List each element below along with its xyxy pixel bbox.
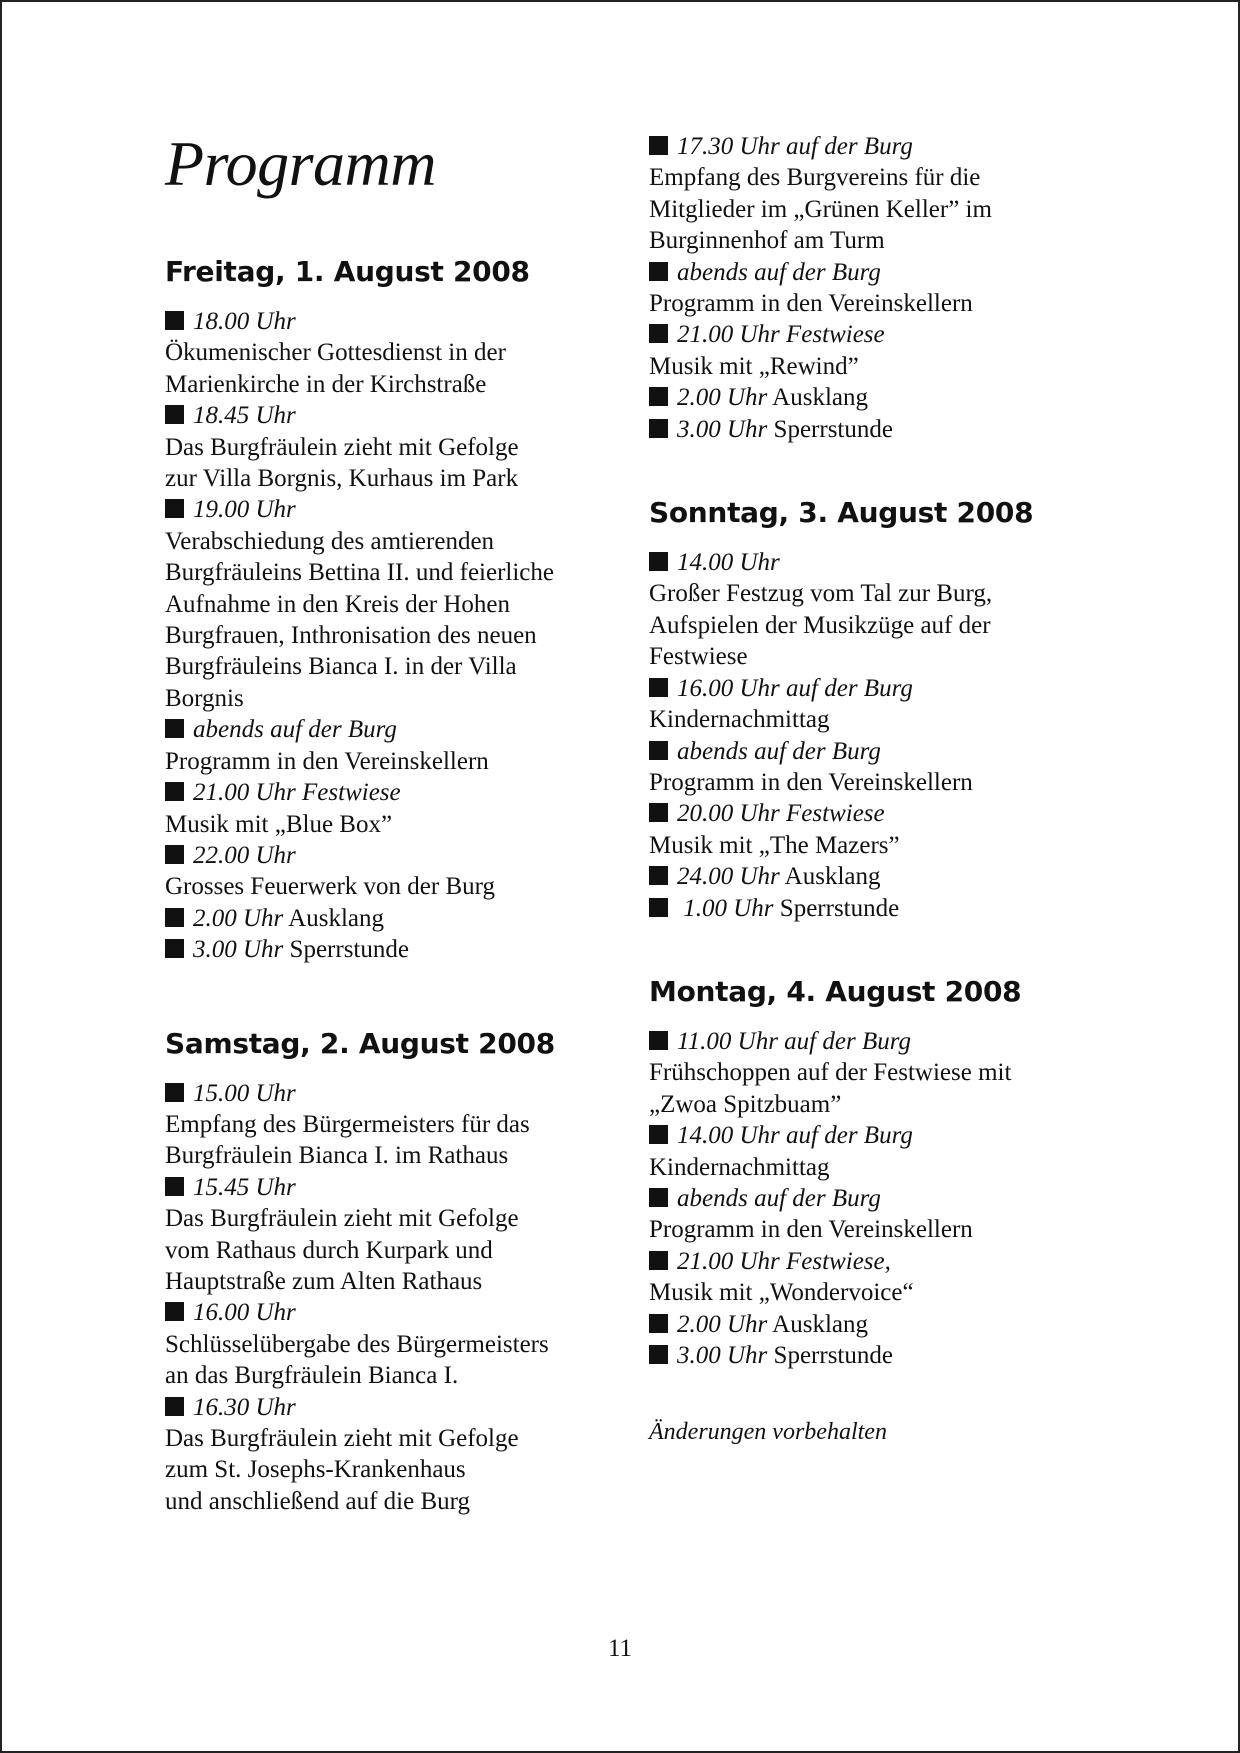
program-event [649, 673, 1089, 736]
event-description-line: Großer Festzug vom Tal zur Burg, [649, 580, 993, 608]
event-time-line [649, 1246, 1089, 1277]
event-label: Ausklang [288, 904, 384, 932]
event-time-line [165, 1078, 605, 1109]
day-heading: Montag, 4. August 2008 [649, 974, 1022, 1008]
event-description-line: Festwiese [649, 643, 748, 671]
bullet-square-icon [649, 866, 668, 885]
bullet-square-icon [165, 908, 184, 927]
event-time: 21.00 Uhr Festwiese [677, 321, 885, 349]
event-time: 15.45 Uhr [193, 1173, 296, 1201]
bullet-square-icon [649, 1031, 668, 1050]
bullet-square-icon [649, 552, 668, 571]
bullet-square-icon [165, 845, 184, 864]
bullet-square-icon [649, 1125, 668, 1144]
event-time: 14.00 Uhr [677, 549, 780, 577]
program-event [165, 1392, 605, 1518]
program-event [649, 1183, 1089, 1246]
event-description-line: Burgfräuleins Bianca I. in der Villa [165, 653, 517, 681]
event-description-line: Musik mit „The Mazers” [649, 831, 900, 859]
event-time: 24.00 Uhr [677, 863, 780, 891]
bullet-square-icon [165, 499, 184, 518]
event-time: 17.30 Uhr auf der Burg [677, 133, 913, 160]
page-title: Programm [165, 128, 436, 199]
event-time-line [165, 494, 605, 525]
program-event [165, 306, 605, 400]
bullet-square-icon [649, 1251, 668, 1270]
event-time-line [649, 1309, 1089, 1340]
bullet-square-icon [649, 803, 668, 822]
bullet-square-icon [649, 898, 668, 917]
event-time-line [165, 1172, 605, 1203]
event-description-line: Frühschoppen auf der Festwiese mit [649, 1059, 1012, 1087]
event-description-line: Schlüsselübergabe des Bürgermeisters [165, 1330, 549, 1358]
event-description-line: Hauptstraße zum Alten Rathaus [165, 1267, 483, 1295]
event-description-line: Kindernachmittag [649, 1153, 830, 1181]
event-time: 1.00 Uhr [677, 894, 774, 922]
event-time-line [649, 1026, 1089, 1057]
bullet-square-icon [165, 1083, 184, 1102]
event-time: 11.00 Uhr auf der Burg [677, 1027, 912, 1055]
event-description-line: Verabschiedung des amtierenden [165, 527, 495, 555]
event-time-line [165, 1392, 605, 1423]
event-description-line: Musik mit „Rewind” [649, 352, 859, 380]
event-description-line: Programm in den Vereinskellern [649, 1216, 973, 1244]
event-time-line [649, 319, 1089, 350]
event-description-line: Empfang des Burgvereins für die [649, 164, 981, 192]
event-description-line: Programm in den Vereinskellern [649, 768, 973, 796]
program-event [649, 1246, 1089, 1309]
bullet-square-icon [165, 719, 184, 738]
event-time: 21.00 Uhr Festwiese [193, 779, 401, 807]
event-time-line [649, 257, 1089, 288]
program-event [649, 1120, 1089, 1183]
event-description-line: Programm in den Vereinskellern [649, 290, 973, 318]
event-label: Sperrstunde [289, 936, 409, 964]
bullet-square-icon [649, 1314, 668, 1333]
event-label: Ausklang [772, 1310, 868, 1338]
program-event [165, 400, 605, 494]
event-time-line [165, 840, 605, 871]
page-number: 11 [607, 1635, 633, 1662]
program-event [649, 382, 1089, 413]
event-time: 22.00 Uhr [193, 841, 296, 869]
program-event [649, 1340, 1089, 1371]
event-description-line: Aufspielen der Musikzüge auf der [649, 611, 991, 639]
event-description-line: Empfang des Bürgermeisters für das [165, 1110, 530, 1138]
day-section [649, 491, 1089, 924]
event-time: 21.00 Uhr Festwiese, [677, 1247, 891, 1275]
event-time: abends auf der Burg [677, 258, 881, 286]
event-description-line: Programm in den Vereinskellern [165, 747, 489, 775]
event-time-line [649, 1183, 1089, 1214]
event-description-line: Ökumenischer Gottesdienst in der [165, 339, 506, 367]
event-time-line [165, 306, 605, 337]
event-time-line [649, 861, 1089, 892]
program-event [649, 1309, 1089, 1340]
event-time: 3.00 Uhr [677, 415, 768, 443]
event-time-line [165, 903, 605, 934]
day-heading: Freitag, 1. August 2008 [165, 255, 530, 288]
bullet-square-icon [165, 1302, 184, 1321]
event-description-line: vom Rathaus durch Kurpark und [165, 1236, 493, 1264]
event-time: 16.30 Uhr [193, 1393, 296, 1421]
bullet-square-icon [649, 262, 668, 281]
event-label: Ausklang [772, 384, 868, 412]
event-description-line: Musik mit „Wondervoice“ [649, 1279, 914, 1307]
bullet-square-icon [165, 1397, 184, 1416]
event-description-line: und anschließend auf die Burg [165, 1487, 471, 1515]
bullet-square-icon [165, 939, 184, 958]
program-event [649, 257, 1089, 320]
program-event [165, 1078, 605, 1172]
bullet-square-icon [649, 387, 668, 406]
event-label: Sperrstunde [779, 894, 900, 922]
bullet-square-icon [649, 324, 668, 343]
event-time: abends auf der Burg [193, 716, 397, 744]
program-event [165, 840, 605, 903]
event-description-line: Das Burgfräulein zieht mit Gefolge [165, 433, 519, 461]
program-event [165, 1297, 605, 1391]
event-time: 3.00 Uhr [677, 1342, 768, 1369]
program-event [649, 1026, 1089, 1120]
event-time-line [649, 893, 1089, 924]
event-label: Ausklang [784, 863, 881, 891]
event-time: abends auf der Burg [677, 737, 881, 765]
event-description-line: Das Burgfräulein zieht mit Gefolge [165, 1205, 519, 1233]
day-heading: Samstag, 2. August 2008 [165, 1026, 555, 1060]
program-event [649, 736, 1089, 799]
event-time: 2.00 Uhr [193, 904, 284, 932]
bullet-square-icon [165, 1177, 184, 1196]
program-event [649, 547, 1089, 673]
event-description-line: Das Burgfräulein zieht mit Gefolge [165, 1425, 519, 1452]
bullet-square-icon [649, 741, 668, 760]
event-time-line [649, 547, 1089, 578]
event-time: 2.00 Uhr [677, 384, 768, 412]
event-time-line [165, 1297, 605, 1328]
event-time: 14.00 Uhr auf der Burg [677, 1122, 913, 1150]
left-column [165, 250, 605, 1563]
event-time-line [165, 934, 605, 965]
event-time-line [649, 1340, 1089, 1371]
day-section [165, 1022, 605, 1518]
bullet-square-icon [649, 1345, 668, 1364]
changes-note: Änderungen vorbehalten [649, 1419, 887, 1446]
event-time-line [649, 798, 1089, 829]
event-description-line: Aufnahme in den Kreis der Hohen [165, 590, 511, 618]
event-description-line: Marienkirche in der Kirchstraße [165, 370, 487, 398]
event-label: Sperrstunde [773, 1342, 893, 1369]
event-time-line [649, 1120, 1089, 1151]
bullet-square-icon [649, 678, 668, 697]
bullet-square-icon [649, 419, 668, 438]
event-time: 18.00 Uhr [193, 308, 296, 335]
event-time: 3.00 Uhr [193, 936, 284, 964]
right-column [649, 131, 1089, 1448]
day-section [165, 250, 605, 966]
event-time-line [649, 673, 1089, 704]
event-description-line: Grosses Feuerwerk von der Burg [165, 873, 496, 901]
event-description-line: Mitglieder im „Grünen Keller” im [649, 195, 992, 223]
event-description-line: Burgfrauen, Inthronisation des neuen [165, 622, 537, 650]
event-time: 19.00 Uhr [193, 496, 296, 524]
event-time-line [649, 736, 1089, 767]
event-time-line [649, 382, 1089, 413]
event-description-line: Borgnis [165, 684, 244, 712]
event-description-line: Burgfräulein Bianca I. im Rathaus [165, 1142, 509, 1170]
program-event [165, 903, 605, 934]
program-event [165, 494, 605, 714]
program-event [649, 414, 1089, 445]
event-time: 15.00 Uhr [193, 1079, 296, 1107]
program-event [649, 319, 1089, 382]
bullet-square-icon [165, 782, 184, 801]
day-heading: Sonntag, 3. August 2008 [649, 496, 1034, 530]
program-event [165, 934, 605, 965]
event-label: Sperrstunde [773, 415, 893, 443]
event-time-line [165, 714, 605, 745]
event-time: abends auf der Burg [677, 1184, 881, 1212]
program-event [649, 131, 1089, 257]
bullet-square-icon [649, 1188, 668, 1207]
event-time: 20.00 Uhr Festwiese [677, 800, 885, 828]
event-description-line: Burginnenhof am Turm [649, 227, 885, 255]
program-event [165, 714, 605, 777]
event-description-line: zum St. Josephs-Krankenhaus [165, 1456, 466, 1484]
event-time-line [165, 400, 605, 431]
event-description-line: Burgfräuleins Bettina II. und feierliche [165, 559, 554, 587]
program-event [649, 893, 1089, 924]
event-time: 2.00 Uhr [677, 1310, 768, 1338]
event-time-line [165, 777, 605, 808]
bullet-square-icon [649, 136, 668, 155]
day-section [649, 970, 1089, 1371]
event-time-line [649, 131, 1089, 162]
day-section [649, 131, 1089, 445]
program-event [649, 798, 1089, 861]
event-time: 16.00 Uhr auf der Burg [677, 674, 913, 702]
program-event [649, 861, 1089, 892]
event-time-line [649, 414, 1089, 445]
bullet-square-icon [165, 311, 184, 330]
event-description-line: Musik mit „Blue Box” [165, 810, 393, 838]
event-description-line: Kindernachmittag [649, 706, 830, 734]
event-description-line: zur Villa Borgnis, Kurhaus im Park [165, 465, 519, 493]
event-description-line: an das Burgfräulein Bianca I. [165, 1362, 459, 1390]
event-time: 18.45 Uhr [193, 402, 296, 430]
event-description-line: „Zwoa Spitzbuam” [649, 1090, 842, 1118]
program-event [165, 1172, 605, 1298]
event-time: 16.00 Uhr [193, 1299, 296, 1327]
bullet-square-icon [165, 405, 184, 424]
program-event [165, 777, 605, 840]
